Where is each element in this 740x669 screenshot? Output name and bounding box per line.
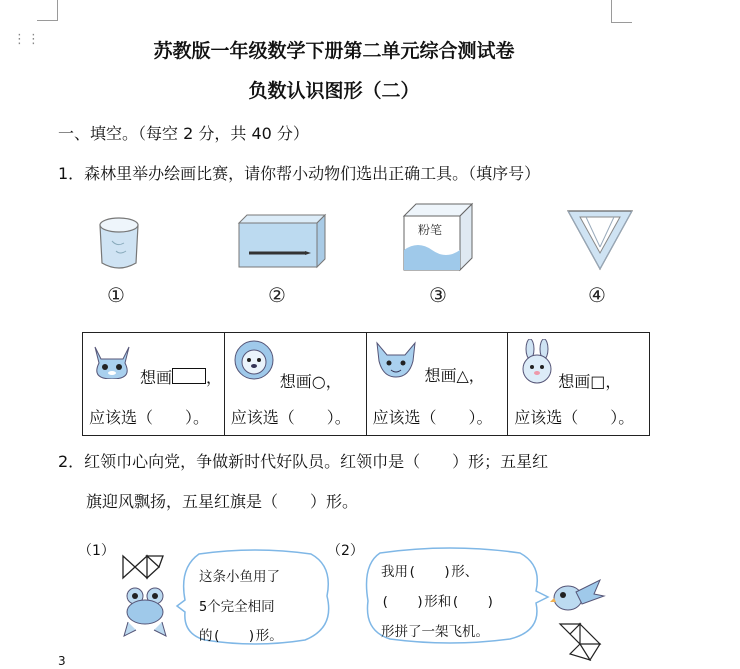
pencil-box-icon <box>235 213 329 271</box>
page-corner-mark-right <box>611 0 632 23</box>
question-2-line-1: 2．红领巾心向党，争做新时代好队员。红领巾是（ ）形；五星红 <box>58 452 549 471</box>
animal-cell-cat <box>83 333 225 436</box>
question-1-prompt: 1．森林里举办绘画比赛，请你帮小动物们选出正确工具。（填序号） <box>58 164 541 183</box>
animal-choice-table <box>82 332 650 436</box>
cat-icon <box>89 339 135 379</box>
choose-answer-1[interactable]: 应该选（ ）。 <box>89 408 210 427</box>
bubble-1-line-1: 这条小鱼用了 <box>199 569 280 585</box>
choose-answer-3[interactable]: 应该选（ ）。 <box>372 408 493 427</box>
bird-icon <box>550 576 606 616</box>
next-question-number: 3 <box>58 654 66 668</box>
tool-number-2: ② <box>268 283 286 307</box>
frog-icon <box>120 586 170 638</box>
choose-answer-2[interactable]: 应该选（ ）。 <box>230 408 351 427</box>
animal-cell-rabbit <box>508 333 650 436</box>
bubble-2-line-3: 形拼了一架飞机。 <box>381 624 489 640</box>
triangle-ruler-icon <box>566 207 634 271</box>
tool-number-4: ④ <box>588 283 606 307</box>
fox-icon <box>373 339 419 379</box>
want-square-text: 想画□， <box>558 372 622 391</box>
page-title: 苏教版一年级数学下册第二单元综合测试卷 <box>153 40 515 62</box>
page-subtitle: 负数认识图形（二） <box>248 80 420 102</box>
sub-question-label-2: （2） <box>327 543 364 559</box>
bubble-2-line-1: 我用( )形、 <box>381 564 479 580</box>
drag-handle-icon[interactable]: ⋮⋮ <box>13 32 41 47</box>
sub-question-label-1: （1） <box>78 543 115 559</box>
rabbit-icon <box>514 339 560 385</box>
bubble-2-line-2: ( )形和( ) <box>381 594 495 610</box>
animal-cell-lion <box>224 333 366 436</box>
chalk-box-label: 粉笔 <box>418 223 443 237</box>
tangram-airplane-icon <box>556 620 606 664</box>
tool-number-1: ① <box>107 283 125 307</box>
want-circle-text: 想画○， <box>279 372 342 391</box>
section-heading: 一、填空。（每空 2 分，共 40 分） <box>58 124 309 143</box>
page-corner-mark-left <box>37 0 58 21</box>
question-2-line-2: 旗迎风飘扬，五星红旗是（ ）形。 <box>86 492 359 511</box>
lion-icon <box>231 339 277 381</box>
want-triangle-text: 想画△， <box>424 366 485 385</box>
animal-cell-fox <box>366 333 508 436</box>
choose-answer-4[interactable]: 应该选（ ）。 <box>514 408 635 427</box>
triangle-fish-icon <box>121 552 165 582</box>
tool-number-3: ③ <box>429 283 447 307</box>
bubble-1-line-3: 的( )形。 <box>199 628 283 644</box>
rectangle-shape-icon <box>172 368 206 384</box>
want-rect-text: 想画 ， <box>140 368 223 387</box>
bubble-1-line-2: 5个完全相同 <box>199 599 275 615</box>
chalk-box-icon <box>400 202 476 274</box>
pen-holder-icon <box>92 213 146 273</box>
